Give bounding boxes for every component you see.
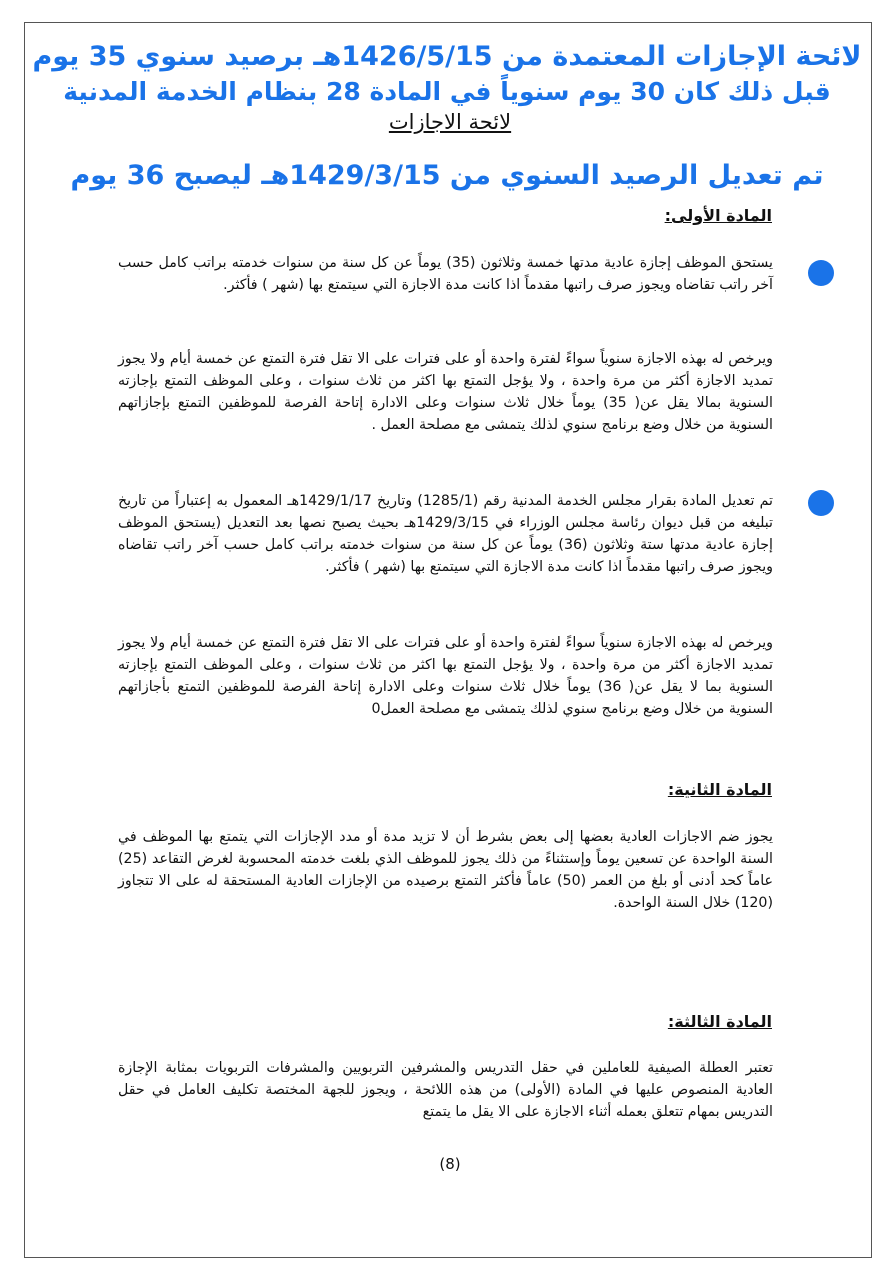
article1-heading: المادة الأولى: [664,206,772,225]
page-number: (8) [439,1155,461,1173]
article1-paragraph-2: ويرخص له بهذه الاجازة سنوياً سواءً لفترة واحدة أو على فترات على الا تقل فترة التمتع عن خمسة أيام ولا يجوز تمديد الاجازة أكثر من مرة واحدة ، ولا يؤجل التمتع بها اكثر من ثلاث سنوات ، وعلى الموظف التمتع بإجازته السنوية بمالا يقل عن( 35) يوماً خلال ثلاث سنوات وعلى الادارة إتاحة الفرصة للموظفين التمتع بإجازاتهم السنوية من خلال وضع برنامج سنوي لذلك يتمشى مع مصلحة العمل . [118,351,773,433]
article2-paragraph-1: يجوز ضم الاجازات العادية بعضها إلى بعض بشرط أن لا تزيد مدة أو مدد الإجازات التي يتمتع بها الموظف في السنة الواحدة عن تسعين يوماً وإستثناءً من ذلك يجوز للموظف الذي بلغت خدمته المحسوبة لغرض التقاعد (25) عاماً كحد أدنى أو بلغ من العمر (50) عاماً فأكثر التمتع برصيده من الإجازات العادية المستحقة له على الا تتجاوز (120) خلال السنة الواحدة. [118,829,773,911]
document-title: لائحة الاجازات [388,110,512,134]
article1-paragraph-4: ويرخص له بهذه الاجازة سنوياً سواءً لفترة واحدة أو على فترات على الا تقل فترة التمتع عن خمسة أيام ولا يجوز تمديد الاجازة أكثر من مرة واحدة ، ولا يؤجل التمتع بها اكثر من ثلاث سنوات ، وعلى الموظف التمتع بإجازته السنوية بما لا يقل عن( 36) يوماً خلال ثلاث سنوات وعلى الادارة إتاحة الفرصة للموظفين التمتع بأجازاتهم السنوية من خلال وضع برنامج سنوي لذلك يتمشى مع مصلحة العمل0 [118,635,773,717]
bullet-icon [808,490,834,516]
bullet-icon [808,260,834,286]
article1-paragraph-3: تم تعديل المادة بقرار مجلس الخدمة المدنية رقم (1285/1) وتاريخ 1429/1/17هـ المعمول به إعتباراً من تاريخ تبليغه من قبل ديوان رئاسة مجلس الوزراء في 1429/3/15هـ بحيث يصبح نصها بعد التعديل (يستحق الموظف إجازة عادية مدتها ستة وثلاثون (36) يوماً عن كل سنة من سنوات خدمته براتب كامل حسب آخر راتب تقاضاه ويجوز صرف راتبها مقدماً اذا كانت مدة الاجازة التي سيتمتع بها (شهر ) فأكثر. [118,493,773,575]
article1-paragraph-1: يستحق الموظف إجازة عادية مدتها خمسة وثلاثون (35) يوماً عن كل سنة من سنوات خدمته براتب كامل حسب آخر راتب تقاضاه ويجوز صرف راتبها مقدماً اذا كانت مدة الاجازة التي سيتمتع بها (شهر ) فأكثر. [118,255,773,293]
article3-heading: المادة الثالثة: [667,1012,772,1031]
annotation-line-3: تم تعديل الرصيد السنوي من 1429/3/15هـ ليصبح 36 يوم [70,160,824,191]
article3-paragraph-1: تعتبر العطلة الصيفية للعاملين في حقل التدريس والمشرفين التربويين والمشرفات التربويات بمثابة الإجازة العادية المنصوص عليها في المادة (الأولى) من هذه اللائحة ، ويجوز للجهة المختصة تكليف العامل في حقل التدريس بمهام تتعلق بعمله أثناء الاجازة على الا يقل ما يتمتع [118,1060,773,1120]
annotation-line-1: لائحة الإجازات المعتمدة من 1426/5/15هـ برصيد سنوي 35 يوم [32,41,862,72]
annotation-line-2: قبل ذلك كان 30 يوم سنوياً في المادة 28 بنظام الخدمة المدنية [63,77,831,106]
article2-heading: المادة الثانية: [667,780,772,799]
